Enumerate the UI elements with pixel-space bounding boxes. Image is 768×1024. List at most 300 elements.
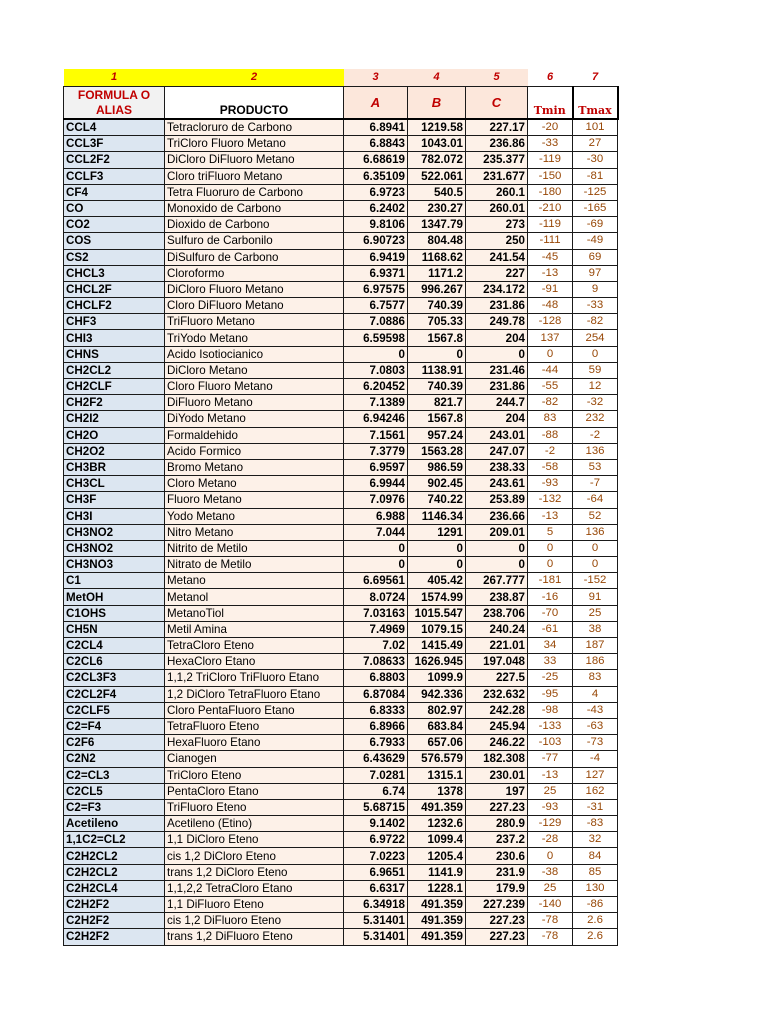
cell-producto[interactable]: TriFluoro Eteno [165,799,344,815]
cell-producto[interactable]: DiFluoro Metano [165,395,344,411]
cell-a[interactable]: 6.9723 [344,184,408,200]
cell-formula[interactable]: 1,1C2=CL2 [64,832,165,848]
cell-a[interactable]: 6.8803 [344,670,408,686]
cell-c[interactable]: 242.28 [466,702,528,718]
cell-tmax[interactable]: 27 [573,136,618,152]
cell-tmax[interactable]: -30 [573,152,618,168]
cell-formula[interactable]: C2H2CL2 [64,864,165,880]
cell-tmin[interactable]: 25 [528,783,573,799]
cell-b[interactable]: 1219.58 [408,119,466,136]
cell-a[interactable]: 6.90723 [344,233,408,249]
cell-c[interactable]: 227.5 [466,670,528,686]
cell-producto[interactable]: Cloroformo [165,265,344,281]
cell-producto[interactable]: Acetileno (Etino) [165,816,344,832]
cell-b[interactable]: 0 [408,557,466,573]
cell-tmax[interactable]: -32 [573,395,618,411]
cell-a[interactable]: 6.43629 [344,751,408,767]
cell-formula[interactable]: CCL4 [64,119,165,136]
cell-formula[interactable]: CH3BR [64,459,165,475]
cell-a[interactable]: 8.0724 [344,589,408,605]
cell-tmax[interactable]: 53 [573,459,618,475]
cell-producto[interactable]: PentaCloro Etano [165,783,344,799]
cell-b[interactable]: 942.336 [408,686,466,702]
cell-producto[interactable]: TriCloro Eteno [165,767,344,783]
cell-tmin[interactable]: -33 [528,136,573,152]
cell-producto[interactable]: Metil Amina [165,621,344,637]
cell-producto[interactable]: DiCloro Fluoro Metano [165,281,344,297]
cell-a[interactable]: 6.35109 [344,168,408,184]
cell-c[interactable]: 235.377 [466,152,528,168]
cell-formula[interactable]: C2CL5 [64,783,165,799]
col-index-2[interactable]: 2 [165,69,344,87]
cell-producto[interactable]: Bromo Metano [165,459,344,475]
cell-formula[interactable]: CO2 [64,217,165,233]
cell-a[interactable]: 7.1389 [344,395,408,411]
cell-formula[interactable]: CS2 [64,249,165,265]
col-index-1[interactable]: 1 [64,69,165,87]
cell-producto[interactable]: Cloro DiFluoro Metano [165,298,344,314]
cell-producto[interactable]: DiCloro DiFluoro Metano [165,152,344,168]
cell-tmax[interactable]: 254 [573,330,618,346]
cell-producto[interactable]: Cloro Metano [165,476,344,492]
cell-c[interactable]: 241.54 [466,249,528,265]
cell-c[interactable]: 231.86 [466,298,528,314]
cell-producto[interactable]: TriCloro Fluoro Metano [165,136,344,152]
cell-tmin[interactable]: -25 [528,670,573,686]
cell-producto[interactable]: cis 1,2 DiFluoro Eteno [165,913,344,929]
cell-tmax[interactable]: -73 [573,735,618,751]
cell-producto[interactable]: Metanol [165,589,344,605]
cell-a[interactable]: 7.08633 [344,654,408,670]
cell-b[interactable]: 1228.1 [408,880,466,896]
cell-tmax[interactable]: -125 [573,184,618,200]
cell-producto[interactable]: HexaCloro Etano [165,654,344,670]
cell-c[interactable]: 230.6 [466,848,528,864]
cell-c[interactable]: 230.01 [466,767,528,783]
cell-producto[interactable]: DiSulfuro de Carbono [165,249,344,265]
cell-producto[interactable]: 1,1,2,2 TetraCloro Etano [165,880,344,896]
cell-tmin[interactable]: -88 [528,427,573,443]
cell-a[interactable]: 6.9944 [344,476,408,492]
cell-tmax[interactable]: 97 [573,265,618,281]
cell-a[interactable]: 7.4969 [344,621,408,637]
cell-c[interactable]: 231.46 [466,362,528,378]
cell-tmax[interactable]: 59 [573,362,618,378]
cell-b[interactable]: 1138.91 [408,362,466,378]
cell-formula[interactable]: C2F6 [64,735,165,751]
cell-a[interactable]: 0 [344,557,408,573]
cell-tmin[interactable]: -132 [528,492,573,508]
cell-a[interactable]: 6.9597 [344,459,408,475]
cell-a[interactable]: 6.9371 [344,265,408,281]
cell-a[interactable]: 6.7577 [344,298,408,314]
col-index-4[interactable]: 4 [408,69,466,87]
cell-formula[interactable]: C2CL2F4 [64,686,165,702]
cell-formula[interactable]: COS [64,233,165,249]
cell-a[interactable]: 0 [344,346,408,362]
cell-a[interactable]: 7.3779 [344,443,408,459]
cell-c[interactable]: 227.23 [466,929,528,945]
cell-b[interactable]: 230.27 [408,200,466,216]
cell-a[interactable]: 6.8966 [344,718,408,734]
cell-a[interactable]: 5.68715 [344,799,408,815]
cell-a[interactable]: 6.87084 [344,686,408,702]
cell-formula[interactable]: CH5N [64,621,165,637]
cell-tmin[interactable]: -13 [528,508,573,524]
cell-b[interactable]: 1626.945 [408,654,466,670]
cell-producto[interactable]: Dioxido de Carbono [165,217,344,233]
cell-formula[interactable]: C2CL3F3 [64,670,165,686]
cell-a[interactable]: 9.8106 [344,217,408,233]
cell-formula[interactable]: CH3I [64,508,165,524]
cell-formula[interactable]: C2H2CL2 [64,848,165,864]
cell-formula[interactable]: CF4 [64,184,165,200]
cell-formula[interactable]: CHNS [64,346,165,362]
cell-tmax[interactable]: 83 [573,670,618,686]
cell-b[interactable]: 1567.8 [408,330,466,346]
cell-a[interactable]: 6.20452 [344,379,408,395]
cell-tmax[interactable]: 2.6 [573,929,618,945]
cell-c[interactable]: 197.048 [466,654,528,670]
cell-producto[interactable]: cis 1,2 DiCloro Eteno [165,848,344,864]
cell-a[interactable]: 7.044 [344,524,408,540]
cell-tmax[interactable]: 0 [573,557,618,573]
cell-formula[interactable]: C2CLF5 [64,702,165,718]
cell-b[interactable]: 996.267 [408,281,466,297]
cell-producto[interactable]: 1,1 DiFluoro Eteno [165,897,344,913]
cell-tmax[interactable]: 232 [573,411,618,427]
cell-formula[interactable]: CH2F2 [64,395,165,411]
cell-c[interactable]: 243.01 [466,427,528,443]
cell-c[interactable]: 204 [466,330,528,346]
cell-tmax[interactable]: 0 [573,346,618,362]
cell-a[interactable]: 7.0886 [344,314,408,330]
cell-tmin[interactable]: -129 [528,816,573,832]
cell-tmin[interactable]: -55 [528,379,573,395]
col-index-7[interactable]: 7 [591,71,599,83]
header-tmin[interactable]: Tmin [528,87,573,120]
cell-tmax[interactable]: 91 [573,589,618,605]
cell-b[interactable]: 1171.2 [408,265,466,281]
header-tmax[interactable]: Tmax [573,87,618,120]
cell-tmax[interactable]: -152 [573,573,618,589]
cell-c[interactable]: 227.17 [466,119,528,136]
cell-tmin[interactable]: -70 [528,605,573,621]
cell-b[interactable]: 1232.6 [408,816,466,832]
cell-a[interactable]: 6.9419 [344,249,408,265]
cell-formula[interactable]: CHI3 [64,330,165,346]
cell-tmin[interactable]: -111 [528,233,573,249]
cell-producto[interactable]: Nitro Metano [165,524,344,540]
cell-tmax[interactable]: -82 [573,314,618,330]
cell-a[interactable]: 6.8333 [344,702,408,718]
cell-producto[interactable]: Nitrito de Metilo [165,540,344,556]
cell-a[interactable]: 7.0976 [344,492,408,508]
cell-b[interactable]: 1378 [408,783,466,799]
cell-a[interactable]: 7.0803 [344,362,408,378]
cell-formula[interactable]: MetOH [64,589,165,605]
cell-tmax[interactable]: -2 [573,427,618,443]
cell-producto[interactable]: Cloro Fluoro Metano [165,379,344,395]
cell-b[interactable]: 1415.49 [408,638,466,654]
cell-formula[interactable]: CH3F [64,492,165,508]
cell-c[interactable]: 0 [466,557,528,573]
cell-b[interactable]: 522.061 [408,168,466,184]
cell-c[interactable]: 227 [466,265,528,281]
cell-c[interactable]: 253.89 [466,492,528,508]
cell-c[interactable]: 231.9 [466,864,528,880]
cell-tmin[interactable]: -140 [528,897,573,913]
cell-b[interactable]: 540.5 [408,184,466,200]
cell-c[interactable]: 236.66 [466,508,528,524]
cell-tmin[interactable]: -13 [528,265,573,281]
cell-tmax[interactable]: -64 [573,492,618,508]
cell-b[interactable]: 1205.4 [408,848,466,864]
cell-c[interactable]: 227.23 [466,913,528,929]
cell-tmin[interactable]: 0 [528,346,573,362]
cell-tmax[interactable]: 38 [573,621,618,637]
cell-b[interactable]: 705.33 [408,314,466,330]
cell-tmin[interactable]: 137 [528,330,573,346]
cell-tmax[interactable]: 2.6 [573,913,618,929]
cell-tmax[interactable]: 130 [573,880,618,896]
cell-c[interactable]: 231.677 [466,168,528,184]
cell-producto[interactable]: Acido Formico [165,443,344,459]
cell-formula[interactable]: CH3NO2 [64,540,165,556]
cell-c[interactable]: 280.9 [466,816,528,832]
cell-tmax[interactable]: 127 [573,767,618,783]
cell-tmax[interactable]: 12 [573,379,618,395]
cell-tmin[interactable]: -20 [528,119,573,136]
cell-formula[interactable]: C2=F4 [64,718,165,734]
cell-producto[interactable]: MetanoTiol [165,605,344,621]
cell-c[interactable]: 273 [466,217,528,233]
cell-tmax[interactable]: 9 [573,281,618,297]
cell-tmin[interactable]: 83 [528,411,573,427]
cell-tmin[interactable]: -13 [528,767,573,783]
cell-formula[interactable]: C1 [64,573,165,589]
cell-tmin[interactable]: -210 [528,200,573,216]
cell-formula[interactable]: Acetileno [64,816,165,832]
cell-producto[interactable]: TetraFluoro Eteno [165,718,344,734]
cell-c[interactable]: 247.07 [466,443,528,459]
cell-producto[interactable]: Nitrato de Metilo [165,557,344,573]
cell-c[interactable]: 238.87 [466,589,528,605]
cell-b[interactable]: 1574.99 [408,589,466,605]
cell-formula[interactable]: CH2CLF [64,379,165,395]
cell-producto[interactable]: TriYodo Metano [165,330,344,346]
cell-a[interactable]: 6.8843 [344,136,408,152]
cell-a[interactable]: 5.31401 [344,913,408,929]
cell-b[interactable]: 957.24 [408,427,466,443]
cell-tmin[interactable]: -38 [528,864,573,880]
cell-a[interactable]: 6.2402 [344,200,408,216]
cell-tmin[interactable]: -119 [528,152,573,168]
cell-c[interactable]: 243.61 [466,476,528,492]
cell-a[interactable]: 6.68619 [344,152,408,168]
cell-a[interactable]: 6.94246 [344,411,408,427]
cell-b[interactable]: 0 [408,346,466,362]
cell-b[interactable]: 576.579 [408,751,466,767]
cell-tmax[interactable]: 69 [573,249,618,265]
cell-formula[interactable]: C2H2F2 [64,929,165,945]
cell-producto[interactable]: Cianogen [165,751,344,767]
cell-tmin[interactable]: -181 [528,573,573,589]
cell-tmin[interactable]: -44 [528,362,573,378]
cell-formula[interactable]: C2H2F2 [64,897,165,913]
cell-formula[interactable]: CH3CL [64,476,165,492]
cell-formula[interactable]: CHCL2F [64,281,165,297]
col-index-3[interactable]: 3 [344,69,408,87]
cell-producto[interactable]: TetraCloro Eteno [165,638,344,654]
cell-tmin[interactable]: -98 [528,702,573,718]
cell-tmin[interactable]: -2 [528,443,573,459]
cell-a[interactable]: 6.8941 [344,119,408,136]
header-producto[interactable]: PRODUCTO [165,87,344,120]
cell-tmin[interactable]: -93 [528,476,573,492]
cell-tmin[interactable]: 34 [528,638,573,654]
cell-formula[interactable]: CO [64,200,165,216]
cell-b[interactable]: 740.39 [408,379,466,395]
cell-b[interactable]: 804.48 [408,233,466,249]
cell-a[interactable]: 6.6317 [344,880,408,896]
cell-b[interactable]: 1567.8 [408,411,466,427]
cell-tmin[interactable]: 0 [528,540,573,556]
header-b[interactable]: B [408,87,466,120]
cell-b[interactable]: 802.97 [408,702,466,718]
cell-tmax[interactable]: 84 [573,848,618,864]
cell-producto[interactable]: Sulfuro de Carbonilo [165,233,344,249]
cell-b[interactable]: 491.359 [408,799,466,815]
cell-b[interactable]: 1099.9 [408,670,466,686]
cell-b[interactable]: 1141.9 [408,864,466,880]
cell-tmin[interactable]: -48 [528,298,573,314]
cell-b[interactable]: 902.45 [408,476,466,492]
cell-producto[interactable]: Tetracloruro de Carbono [165,119,344,136]
cell-b[interactable]: 491.359 [408,913,466,929]
cell-b[interactable]: 740.22 [408,492,466,508]
cell-producto[interactable]: Yodo Metano [165,508,344,524]
cell-formula[interactable]: CCL3F [64,136,165,152]
cell-a[interactable]: 6.74 [344,783,408,799]
cell-a[interactable]: 5.31401 [344,929,408,945]
cell-tmax[interactable]: -83 [573,816,618,832]
cell-a[interactable]: 7.02 [344,638,408,654]
cell-a[interactable]: 7.03163 [344,605,408,621]
cell-formula[interactable]: CH3NO2 [64,524,165,540]
cell-tmax[interactable]: 136 [573,443,618,459]
cell-tmin[interactable]: -180 [528,184,573,200]
cell-tmin[interactable]: -91 [528,281,573,297]
cell-formula[interactable]: C2CL6 [64,654,165,670]
cell-c[interactable]: 238.706 [466,605,528,621]
cell-a[interactable]: 7.0223 [344,848,408,864]
cell-formula[interactable]: CH3NO3 [64,557,165,573]
cell-c[interactable]: 0 [466,540,528,556]
cell-producto[interactable]: Tetra Fluoruro de Carbono [165,184,344,200]
cell-tmax[interactable]: 101 [573,119,618,136]
cell-tmin[interactable]: -45 [528,249,573,265]
cell-c[interactable]: 227.239 [466,897,528,913]
cell-tmax[interactable]: -86 [573,897,618,913]
cell-b[interactable]: 1079.15 [408,621,466,637]
cell-formula[interactable]: CH2O2 [64,443,165,459]
cell-b[interactable]: 782.072 [408,152,466,168]
cell-producto[interactable]: Monoxido de Carbono [165,200,344,216]
cell-formula[interactable]: C2CL4 [64,638,165,654]
cell-a[interactable]: 6.988 [344,508,408,524]
cell-c[interactable]: 260.01 [466,200,528,216]
cell-producto[interactable]: DiYodo Metano [165,411,344,427]
cell-c[interactable]: 237.2 [466,832,528,848]
cell-c[interactable]: 221.01 [466,638,528,654]
cell-b[interactable]: 1315.1 [408,767,466,783]
cell-c[interactable]: 232.632 [466,686,528,702]
cell-producto[interactable]: trans 1,2 DiFluoro Eteno [165,929,344,945]
header-c[interactable]: C [466,87,528,120]
cell-b[interactable]: 1146.34 [408,508,466,524]
cell-a[interactable]: 6.69561 [344,573,408,589]
cell-producto[interactable]: HexaFluoro Etano [165,735,344,751]
cell-producto[interactable]: trans 1,2 DiCloro Eteno [165,864,344,880]
cell-b[interactable]: 683.84 [408,718,466,734]
cell-tmin[interactable]: -78 [528,913,573,929]
cell-tmax[interactable]: -33 [573,298,618,314]
cell-tmin[interactable]: -133 [528,718,573,734]
cell-c[interactable]: 227.23 [466,799,528,815]
cell-b[interactable]: 405.42 [408,573,466,589]
cell-c[interactable]: 197 [466,783,528,799]
cell-formula[interactable]: CHCL3 [64,265,165,281]
cell-b[interactable]: 0 [408,540,466,556]
cell-producto[interactable]: 1,1 DiCloro Eteno [165,832,344,848]
cell-producto[interactable]: Cloro triFluoro Metano [165,168,344,184]
header-a[interactable]: A [344,87,408,120]
cell-c[interactable]: 179.9 [466,880,528,896]
cell-formula[interactable]: C1OHS [64,605,165,621]
cell-tmax[interactable]: -165 [573,200,618,216]
cell-tmin[interactable]: -16 [528,589,573,605]
cell-c[interactable]: 0 [466,346,528,362]
cell-tmin[interactable]: 0 [528,848,573,864]
cell-tmin[interactable]: -58 [528,459,573,475]
cell-formula[interactable]: C2H2F2 [64,913,165,929]
cell-b[interactable]: 821.7 [408,395,466,411]
col-index-6[interactable]: 6 [546,71,554,83]
cell-formula[interactable]: CH2I2 [64,411,165,427]
header-formula[interactable]: FORMULA O ALIAS [64,87,165,120]
cell-b[interactable]: 1015.547 [408,605,466,621]
cell-tmin[interactable]: -78 [528,929,573,945]
cell-producto[interactable]: 1,2 DiCloro TetraFluoro Etano [165,686,344,702]
cell-b[interactable]: 1291 [408,524,466,540]
cell-tmax[interactable]: -49 [573,233,618,249]
cell-tmin[interactable]: -77 [528,751,573,767]
cell-a[interactable]: 6.9651 [344,864,408,880]
col-index-5[interactable]: 5 [466,69,528,87]
cell-tmax[interactable]: 186 [573,654,618,670]
cell-tmin[interactable]: -119 [528,217,573,233]
cell-b[interactable]: 657.06 [408,735,466,751]
cell-b[interactable]: 1099.4 [408,832,466,848]
cell-a[interactable]: 7.0281 [344,767,408,783]
cell-c[interactable]: 245.94 [466,718,528,734]
cell-producto[interactable]: 1,1,2 TriCloro TriFluoro Etano [165,670,344,686]
cell-tmin[interactable]: 0 [528,557,573,573]
cell-c[interactable]: 240.24 [466,621,528,637]
cell-c[interactable]: 204 [466,411,528,427]
cell-c[interactable]: 249.78 [466,314,528,330]
